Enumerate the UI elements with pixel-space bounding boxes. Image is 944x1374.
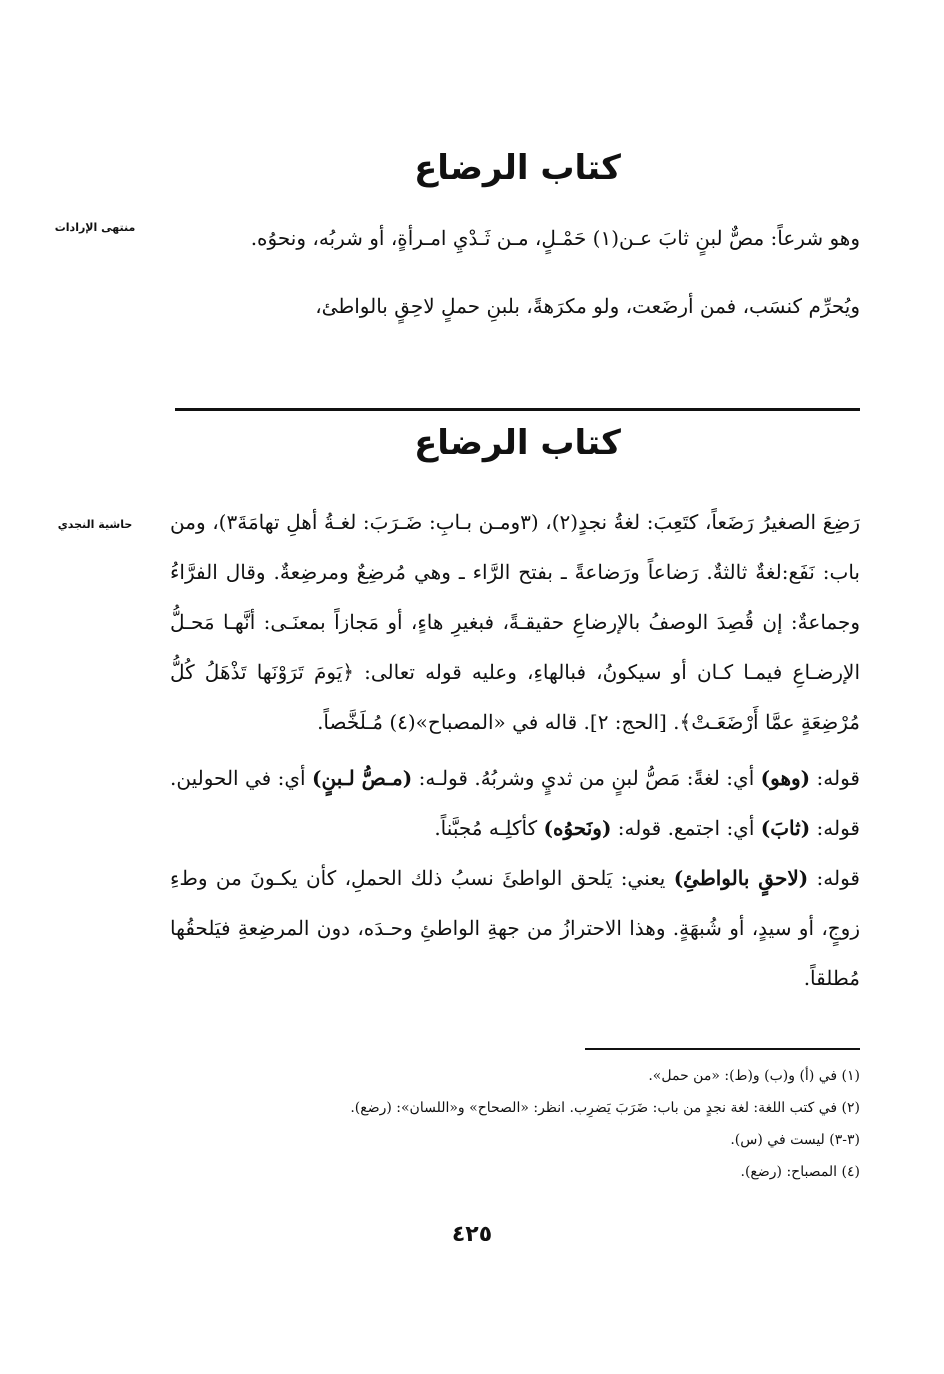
keyword-wahuwa: (وهو) — [760, 766, 811, 790]
muntaha-paragraph-2: ويُحرِّم كنسَب، فمن أرضَعت، ولو مكرَهةً، بلبنِ حملٍ لاحِقٍ بالواطئ، — [315, 294, 860, 318]
side-label-muntaha: منتهى الإرادات — [54, 221, 136, 234]
footnote-4: (٤) المصباح: (رضع). — [740, 1164, 860, 1180]
hashiya-paragraph-1: رَضِعَ الصغيرُ رَضَعاً، كتَعِبَ: لغةُ نجدٍ(٢)، (٣ومـن بـابِ: ضَـرَبَ: لغـةُ أهلِ تهامَةَ٣)، ومن باب: نَفَع:لغةٌ ثالثةٌ. رَضاعاً ورَضاعةً ـ بفتح الرَّاء ـ وهي مُرضِعٌ ومرضِعةٌ. وقال الفرَّاءُ وجماعةٌ: إن قُصِدَ الوصفُ بالإرضاعِ حقيقـةً، فبغيرِ هاءٍ، أو مَجازاً بمعنَـى: أنَّهـا مَحـلُّ الإرضـاعِ فيمـا كـان أو سيكونُ، فبالهاءِ، وعليه قوله تعالى: ﴿يَومَ تَرَوْنَها تَذْهَلُ كُلُّ مُرْضِعَةٍ عمَّا أَرْضَعَـتْ﴾. [الحج: ٢]. قاله في «المصباح»(٤) مُـلَخَّصاً. — [170, 510, 860, 734]
muntaha-paragraph-1: وهو شرعاً: مصٌّ لبنٍ ثابَ عـن(١) حَمْـلٍ، مـن ثَـدْيِ امـرأةٍ، أو شربُه، ونحوُه. — [250, 226, 860, 250]
footnotes — [170, 1060, 860, 1188]
commentary-lead: قوله: — [810, 766, 860, 790]
footnote-3: (٣-٣) ليست في (س). — [730, 1132, 860, 1148]
hashiya-paragraph-3 — [170, 853, 860, 1003]
commentary-text: أي: اجتمع. قوله: — [611, 816, 761, 840]
commentary-text: يعني: يَلحق الواطئَ نسبُ ذلك الحملِ، كأن يكـونَ من وطءِ زوجٍ، أو سيدٍ، أو شُبهَةٍ. وهذا الاحترازُ من جهةِ الواطئِ وحـدَه، دون المرضِعةِ فيَلحقُها مُطلقاً. — [170, 866, 860, 990]
commentary-lead: قوله: — [808, 866, 860, 890]
commentary-text: كأكلِـه مُجبَّناً. — [434, 816, 544, 840]
keyword-lahiq-bilwati: (لاحقٍ بالواطئِ) — [673, 866, 809, 890]
commentary-text: أي: لغةً: مَصُّ لبنٍ من ثديٍ وشربُهُ. قولـه: — [412, 766, 761, 790]
hashiya-text — [170, 497, 860, 1003]
hashiya-paragraph-2 — [170, 753, 860, 853]
footnote-divider — [585, 1048, 860, 1050]
keyword-massu-laban: (مـصُّ لـبنٍ) — [312, 766, 413, 790]
section-divider — [175, 408, 860, 411]
footnote-1: (١) في (أ) و(ب) و(ط): «من حمل». — [648, 1068, 860, 1084]
muntaha-text — [170, 213, 860, 331]
page-number: ٤٢٥ — [451, 1222, 493, 1247]
keyword-thaba: (ثابَ) — [760, 816, 811, 840]
footnote-2: (٢) في كتب اللغة: لغة نجدٍ من باب: ضَرَبَ يَضرِب. انظر: «الصحاح» و«اللسان»: (رضع). — [350, 1100, 860, 1116]
section-title-muntaha: كتاب الرضاع — [414, 148, 621, 188]
section-title-hashiya: كتاب الرضاع — [414, 423, 621, 463]
keyword-wanahwuhu: (ونَحوُه) — [543, 816, 612, 840]
side-label-hashiya: حاشية النجدي — [57, 518, 133, 531]
commentary-text: أي: في الحولين. قوله: — [170, 766, 860, 840]
